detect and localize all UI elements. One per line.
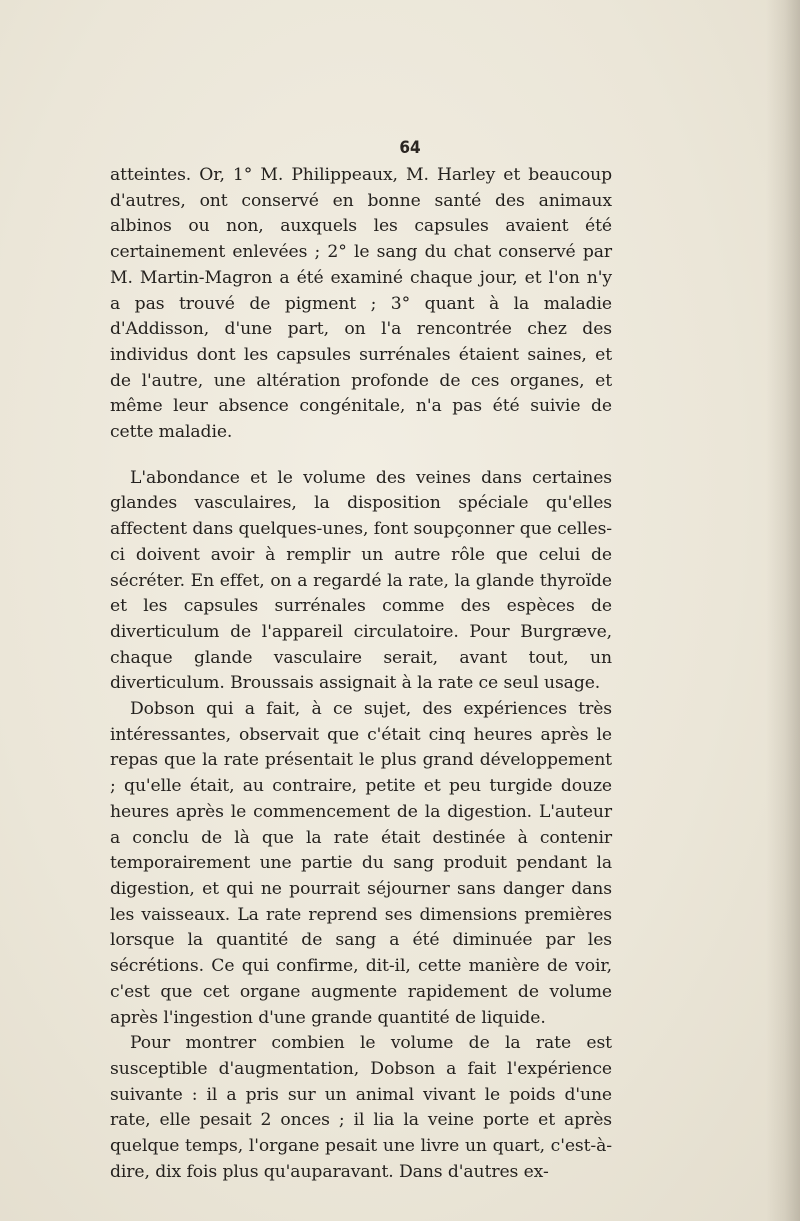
page-gutter-shadow xyxy=(766,0,800,1221)
body-text xyxy=(110,163,612,1185)
paragraph-2: L'abondance et le volume des veines dans certaines glandes vasculaires, la disposition spéciale qu'elles affectent dans quelques-unes, font soupçonner que celles-ci doivent avoir à remplir un autre rôle que celui de sécréter. En effet, on a regardé la rate, la glande thyroïde et les capsules surrénales comme des espèces de diverticulum de l'appareil circulatoire. Pour Burgræve, chaque glande vasculaire serait, avant tout, un diverticulum. Broussais assignait à la rate ce seul usage. xyxy=(110,467,612,694)
paragraph-4: Pour montrer combien le volume de la rate est susceptible d'augmentation, Dobson a fait l'expérience suivante : il a pris sur un animal vivant le poids d'une rate, elle pesait 2 onces ; il lia la veine porte et après quelque temps, l'organe pesait une livre un quart, c'est-à-dire, dix fois plus qu'auparavant. Dans d'autres ex- xyxy=(110,1033,612,1182)
page-number: 64 xyxy=(399,138,421,158)
paragraph-3: Dobson qui a fait, à ce sujet, des expériences très intéressantes, observait que c'était cinq heures après le repas que la rate présentait le plus grand développement ; qu'elle était, au contraire, petite et peu turgide douze heures après le commencement de la digestion. L'auteur a conclu de là que la rate était destinée à contenir temporairement une partie du sang produit pendant la digestion, et qui ne pourrait séjourner sans danger dans les vaisseaux. La rate reprend ses dimensions premières lorsque la quantité de sang a été diminuée par les sécrétions. Ce qui confirme, dit-il, cette manière de voir, c'est que cet organe augmente rapidement de volume après l'ingestion d'une grande quantité de liquide. xyxy=(110,699,612,1028)
paragraph-1: atteintes. Or, 1° M. Philippeaux, M. Harley et beaucoup d'autres, ont conservé en bonne santé des animaux albinos ou non, auxquels les capsules avaient été certainement enlevées ; 2° le sang du chat conservé par M. Martin-Magron a été examiné chaque jour, et l'on n'y a pas trouvé de pigment ; 3° quant à la maladie d'Addisson, d'une part, on l'a rencontrée chez des individus dont les capsules surrénales étaient saines, et de l'autre, une altération profonde de ces organes, et même leur absence congénitale, n'a pas été suivie de cette maladie. xyxy=(110,165,612,443)
